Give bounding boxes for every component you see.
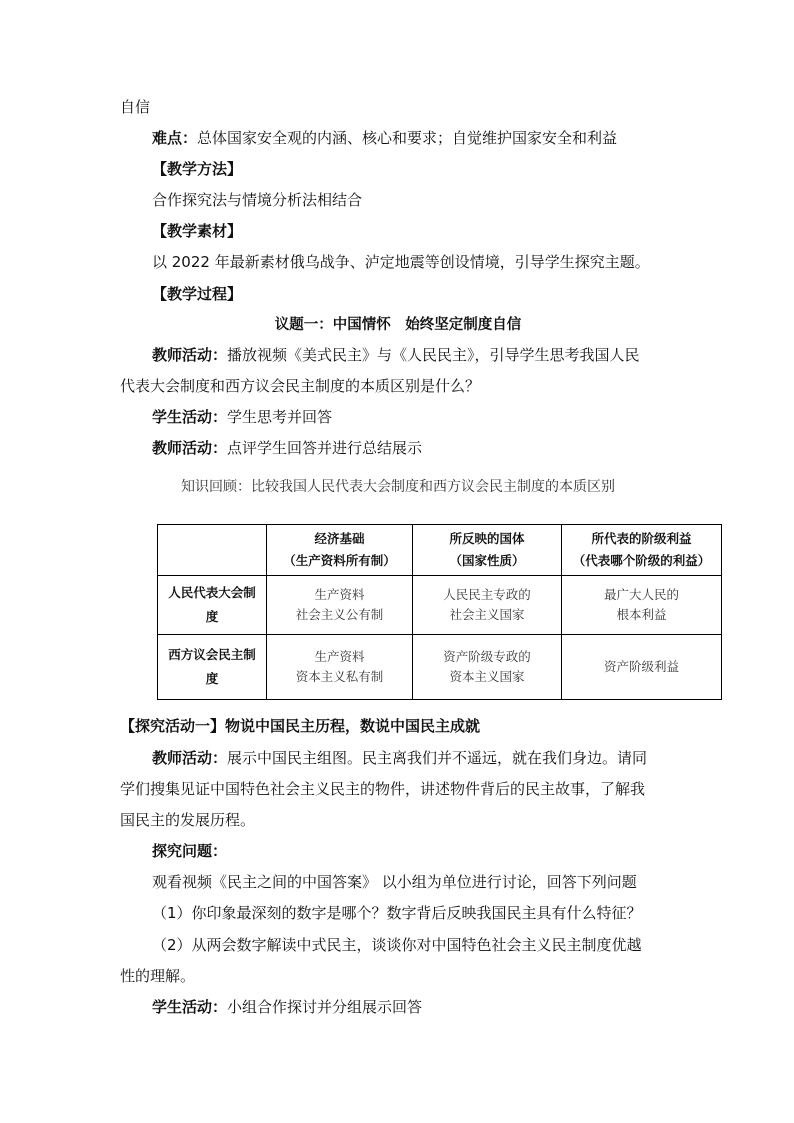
- table-row: [158, 576, 722, 635]
- table-header-cell: 所反映的国体 （国家性质）: [413, 525, 562, 576]
- student-activity-label: 学生活动：: [152, 408, 228, 426]
- row-header-cell: 人民代表大会制 度: [158, 576, 267, 635]
- table-header-row: [158, 525, 722, 576]
- table-cell: 资产阶级利益: [562, 635, 722, 700]
- table-row: [158, 635, 722, 700]
- student-activity-label: 学生活动：: [152, 998, 228, 1016]
- table-cell: 生产资料 社会主义公有制: [267, 576, 413, 635]
- section-heading-materials: 【教学素材】: [152, 222, 243, 240]
- text-line: 学们搜集见证中国特色社会主义民主的物件，讲述物件背后的民主故事，了解我: [120, 780, 646, 798]
- row-header-cell: 西方议会民主制 度: [158, 635, 267, 700]
- student-activity-text: 小组合作探讨并分组展示回答: [227, 998, 423, 1016]
- teacher-activity-label: 教师活动：: [152, 439, 228, 457]
- table-cell: 人民民主专政的 社会主义国家: [413, 576, 562, 635]
- difficulty-line: [152, 128, 617, 148]
- table-header-cell: 所代表的阶级利益 （代表哪个阶级的利益）: [562, 525, 722, 576]
- table-header-cell: [158, 525, 267, 576]
- question-one: （1）你印象最深刻的数字是哪个？数字背后反映我国民主具有什么特征？: [152, 904, 642, 922]
- student-activity-text: 学生思考并回答: [227, 408, 333, 426]
- question-two: （2）从两会数字解读中式民主，谈谈你对中国特色社会主义民主制度优越: [152, 936, 642, 954]
- comparison-table: [157, 524, 722, 700]
- teacher-activity-2: [152, 438, 422, 458]
- teacher-activity-label: 教师活动：: [152, 346, 228, 364]
- inquiry-question-label: 探究问题：: [152, 842, 228, 860]
- table-header-cell: 经济基础 （生产资料所有制）: [267, 525, 413, 576]
- teacher-activity-3: [152, 748, 647, 768]
- text-line: 自信: [120, 98, 151, 116]
- table-cell: 最广大人民的 根本利益: [562, 576, 722, 635]
- materials-text: 以 2022 年最新素材俄乌战争、泸定地震等创设情境，引导学生探究主题。: [152, 253, 650, 271]
- table-cell: 资产阶级专政的 资本主义国家: [413, 635, 562, 700]
- teacher-activity-1: [152, 345, 640, 365]
- difficulty-text: 总体国家安全观的内涵、核心和要求；自觉维护国家安全和利益: [197, 129, 618, 147]
- topic-one-title: 议题一：中国情怀 始终坚定制度自信: [274, 317, 522, 333]
- student-activity-2: [152, 997, 422, 1017]
- method-text: 合作探究法与情境分析法相结合: [152, 191, 363, 209]
- teacher-activity-label: 教师活动：: [152, 749, 228, 767]
- student-activity-1: [152, 407, 332, 427]
- difficulty-label: 难点：: [152, 129, 198, 147]
- teacher-activity-text: 播放视频《美式民主》与《人民民主》，引导学生思考我国人民: [227, 346, 640, 364]
- teacher-activity-text: 展示中国民主组图。民主离我们并不遥远，就在我们身边。请同: [227, 749, 648, 767]
- text-line: 代表大会制度和西方议会民主制度的本质区别是什么？: [120, 377, 481, 395]
- teacher-activity-text: 点评学生回答并进行总结展示: [227, 439, 423, 457]
- text-line: 国民主的发展历程。: [120, 811, 256, 829]
- inquiry-activity-heading: 【探究活动一】物说中国民主历程，数说中国民主成就: [120, 717, 481, 735]
- text-line: 观看视频《民主之间的中国答案》 以小组为单位进行讨论，回答下列问题: [152, 873, 637, 891]
- text-line: 性的理解。: [120, 967, 196, 985]
- table-cell: 生产资料 资本主义私有制: [267, 635, 413, 700]
- section-heading-process: 【教学过程】: [152, 285, 243, 303]
- section-heading-method: 【教学方法】: [152, 160, 243, 178]
- table-caption: 知识回顾：比较我国人民代表大会制度和西方议会民主制度的本质区别: [181, 479, 615, 495]
